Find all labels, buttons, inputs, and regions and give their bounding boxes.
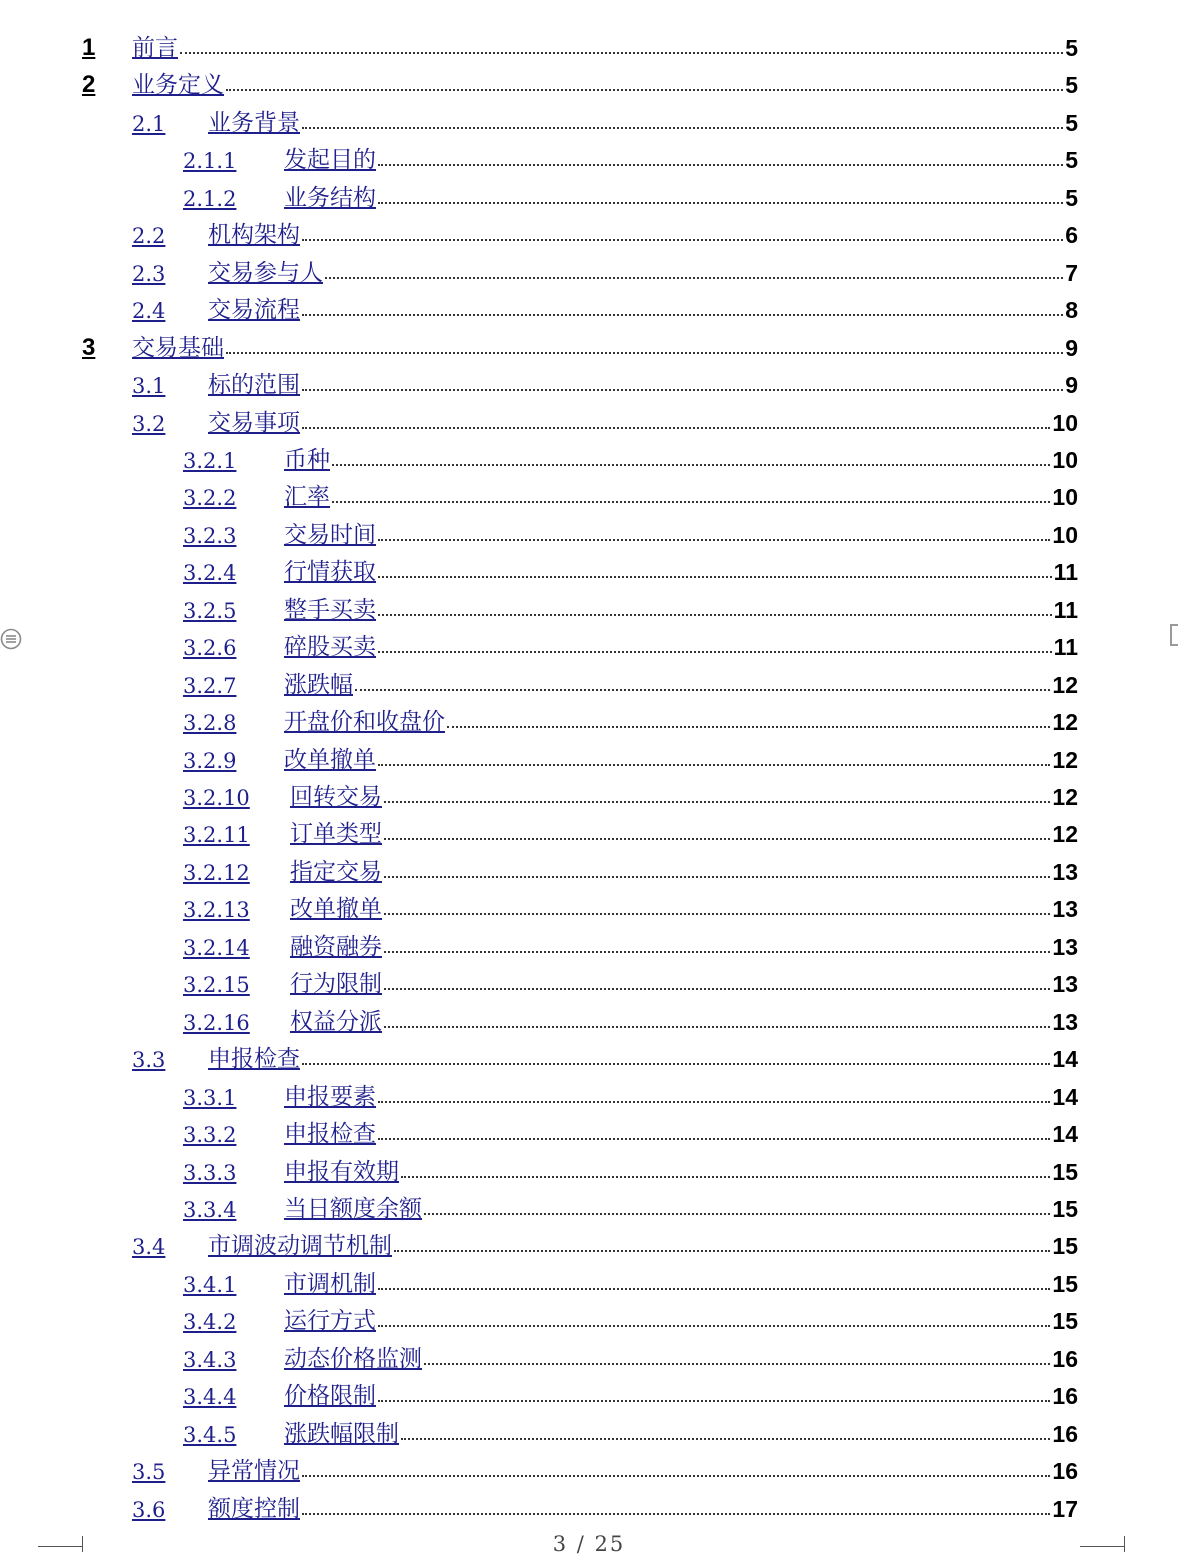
toc-entry[interactable] — [82, 26, 1078, 60]
toc-entry[interactable] — [132, 213, 1078, 247]
toc-entry-page-number: 11 — [1053, 559, 1078, 586]
toc-entry[interactable] — [183, 1337, 1078, 1371]
toc-entry-page-number: 16 — [1052, 1345, 1078, 1372]
toc-entry[interactable] — [183, 1412, 1078, 1446]
toc-entry-number[interactable]: 2.2 — [132, 224, 166, 249]
toc-entry[interactable] — [183, 1112, 1078, 1146]
toc-entry-page-number: 13 — [1052, 971, 1078, 998]
toc-entry-number[interactable]: 3 — [82, 333, 96, 361]
toc-entry-number[interactable]: 3.4.1 — [183, 1272, 237, 1297]
toc-entry-number[interactable]: 3.2.1 — [183, 448, 237, 473]
toc-entry-page-number: 13 — [1052, 858, 1078, 885]
toc-entry-title[interactable]: 业务定义 — [132, 72, 224, 99]
toc-entry[interactable] — [183, 550, 1078, 584]
toc-entry[interactable] — [183, 700, 1078, 734]
toc-leader-dots — [180, 52, 1063, 54]
toc-entry-number[interactable]: 3.2.5 — [183, 598, 237, 623]
toc-entry[interactable] — [132, 401, 1078, 435]
toc-entry-title[interactable]: 市调机制 — [284, 1270, 376, 1297]
toc-leader-dots — [447, 726, 1050, 728]
toc-entry[interactable] — [183, 513, 1078, 547]
toc-leader-dots — [384, 913, 1050, 915]
toc-entry-page-number: 10 — [1052, 521, 1078, 548]
toc-entry-page-number: 13 — [1052, 1008, 1078, 1035]
toc-entry[interactable] — [183, 1187, 1078, 1221]
toc-entry-number[interactable]: 3.5 — [132, 1460, 166, 1485]
toc-entry[interactable] — [183, 1000, 1078, 1034]
toc-entry-number[interactable]: 3.2.10 — [183, 786, 250, 810]
toc-entry-number[interactable]: 3.6 — [132, 1497, 166, 1522]
toc-entry[interactable] — [183, 887, 1078, 921]
toc-entry-page-number: 15 — [1052, 1308, 1078, 1335]
toc-entry-title[interactable]: 运行方式 — [284, 1308, 376, 1335]
toc-entry-number[interactable]: 2.1.2 — [183, 186, 237, 211]
toc-entry-number[interactable]: 3.4.3 — [183, 1347, 237, 1372]
toc-entry-page-number: 14 — [1052, 1046, 1078, 1073]
toc-entry-number[interactable]: 1 — [82, 34, 96, 61]
toc-entry[interactable] — [183, 625, 1078, 659]
toc-entry-page-number: 6 — [1065, 222, 1078, 249]
toc-entry[interactable] — [183, 588, 1078, 622]
toc-entry-number[interactable]: 2 — [82, 71, 96, 99]
toc-entry-title[interactable]: 机构架构 — [208, 222, 300, 249]
toc-entry[interactable] — [183, 138, 1078, 172]
toc-entry-number[interactable]: 3.2.13 — [183, 898, 250, 923]
toc-leader-dots — [302, 314, 1063, 316]
toc-leader-dots — [226, 89, 1063, 91]
toc-entry[interactable] — [132, 1449, 1078, 1483]
toc-entry-title[interactable]: 改单撤单 — [290, 896, 382, 923]
toc-entry[interactable] — [183, 663, 1078, 697]
toc-entry[interactable] — [183, 962, 1078, 996]
toc-leader-dots — [378, 1400, 1050, 1402]
toc-entry-number[interactable]: 3.2.16 — [183, 1010, 250, 1035]
toc-entry[interactable] — [183, 925, 1078, 959]
toc-leader-dots — [384, 1026, 1050, 1028]
toc-entry-page-number: 5 — [1065, 184, 1078, 211]
toc-entry-page-number: 9 — [1065, 334, 1078, 361]
toc-leader-dots — [332, 464, 1050, 466]
toc-entry-number[interactable]: 3.2.2 — [183, 486, 237, 511]
toc-entry[interactable] — [82, 63, 1078, 97]
toc-entry[interactable] — [183, 438, 1078, 472]
toc-entry[interactable] — [183, 775, 1078, 809]
toc-entry-title[interactable]: 行为限制 — [290, 971, 382, 998]
toc-entry-page-number: 12 — [1052, 821, 1078, 848]
toc-leader-dots — [378, 1288, 1050, 1290]
toc-entry-title[interactable]: 整手买卖 — [284, 596, 376, 623]
toc-entry-title[interactable]: 市调波动调节机制 — [208, 1233, 392, 1260]
toc-entry-number[interactable]: 3.2.11 — [183, 823, 250, 848]
page-indicator: 3 / 25 — [552, 1532, 626, 1556]
toc-entry-page-number: 16 — [1052, 1383, 1078, 1410]
toc-entry[interactable] — [132, 1224, 1078, 1258]
toc-entry-title[interactable]: 异常情况 — [208, 1458, 300, 1485]
toc-leader-dots — [384, 988, 1050, 990]
toc-leader-dots — [401, 1176, 1050, 1178]
toc-entry-title[interactable]: 行情获取 — [284, 559, 376, 586]
toc-entry-page-number: 15 — [1052, 1195, 1078, 1222]
toc-entry-title[interactable]: 交易参与人 — [208, 259, 323, 286]
toc-leader-dots — [394, 1250, 1050, 1252]
toc-entry[interactable] — [132, 101, 1078, 135]
toc-entry-title[interactable]: 当日额度余额 — [284, 1195, 422, 1222]
toc-entry-page-number: 5 — [1065, 72, 1078, 99]
toc-leader-dots — [384, 876, 1050, 878]
toc-entry-page-number: 10 — [1052, 484, 1078, 511]
toc-leader-dots — [302, 1475, 1050, 1477]
toc-leader-dots — [302, 1513, 1050, 1515]
toc-entry-page-number: 15 — [1052, 1158, 1078, 1185]
toc-entry[interactable] — [132, 288, 1078, 322]
toc-entry-title[interactable]: 前言 — [132, 35, 178, 61]
toc-entry-title[interactable]: 业务结构 — [284, 184, 376, 211]
toc-leader-dots — [302, 127, 1063, 129]
toc-leader-dots — [378, 614, 1052, 616]
toc-entry-number[interactable]: 3.2.7 — [183, 673, 237, 698]
toc-entry-title[interactable]: 汇率 — [284, 484, 330, 511]
toc-entry-title[interactable]: 价格限制 — [284, 1383, 376, 1410]
toc-entry-title[interactable]: 发起目的 — [284, 147, 376, 174]
toc-leader-dots — [378, 764, 1050, 766]
toc-entry[interactable] — [132, 1487, 1078, 1521]
toc-entry[interactable] — [183, 1075, 1078, 1109]
toc-entry-page-number: 5 — [1065, 35, 1078, 61]
toc-entry-title[interactable]: 交易基础 — [132, 334, 224, 361]
bracket-icon[interactable] — [1170, 624, 1178, 646]
toc-entry-number[interactable]: 3.2 — [132, 411, 166, 436]
toc-entry-page-number: 16 — [1052, 1458, 1078, 1485]
toc-entry-title[interactable]: 交易时间 — [284, 521, 376, 548]
toc-leader-dots — [424, 1213, 1050, 1215]
toc-entry-page-number: 10 — [1052, 409, 1078, 436]
toc-leader-dots — [401, 1438, 1050, 1440]
toc-entry[interactable] — [183, 1299, 1078, 1333]
toc-entry-number[interactable]: 3.2.3 — [183, 523, 237, 548]
toc-entry-page-number: 13 — [1052, 933, 1078, 960]
toc-entry-title[interactable]: 订单类型 — [290, 821, 382, 848]
toc-entry-number[interactable]: 3.3.3 — [183, 1160, 237, 1185]
toc-entry-title[interactable]: 融资融券 — [290, 933, 382, 960]
toc-entry-number[interactable]: 3.3.4 — [183, 1197, 237, 1222]
toc-entry[interactable] — [183, 1150, 1078, 1184]
toc-entry-title[interactable]: 申报检查 — [284, 1121, 376, 1148]
toc-entry[interactable] — [82, 326, 1078, 360]
toc-entry-page-number: 13 — [1052, 896, 1078, 923]
toc-entry-number[interactable]: 3.3 — [132, 1048, 166, 1073]
toc-entry-page-number: 12 — [1052, 784, 1078, 810]
toc-entry-number[interactable]: 2.1 — [132, 111, 166, 136]
toc-entry-title[interactable]: 币种 — [284, 446, 330, 473]
toc-entry-title[interactable]: 回转交易 — [290, 784, 382, 810]
toc-leader-dots — [302, 389, 1063, 391]
toc-leader-dots — [378, 1101, 1050, 1103]
toc-leader-dots — [302, 427, 1050, 429]
toc-entry[interactable] — [132, 251, 1078, 285]
toc-entry-page-number: 15 — [1052, 1270, 1078, 1297]
toc-entry[interactable] — [183, 738, 1078, 772]
toc-entry-number[interactable]: 3.3.2 — [183, 1123, 237, 1148]
toc-leader-dots — [378, 202, 1063, 204]
toc-entry-title[interactable]: 额度控制 — [208, 1495, 300, 1522]
toc-entry[interactable] — [183, 176, 1078, 210]
toc-entry-number[interactable]: 3.4.2 — [183, 1310, 237, 1335]
toc-entry-title[interactable]: 申报有效期 — [284, 1158, 399, 1185]
toc-entry-title[interactable]: 标的范围 — [208, 372, 300, 399]
toc-entry-page-number: 5 — [1065, 109, 1078, 136]
toc-entry-page-number: 5 — [1065, 147, 1078, 174]
toc-entry-title[interactable]: 申报检查 — [208, 1046, 300, 1073]
toc-leader-dots — [378, 576, 1052, 578]
toc-entry-number[interactable]: 3.2.12 — [183, 860, 250, 885]
toc-entry[interactable] — [183, 1262, 1078, 1296]
toc-leader-dots — [384, 951, 1050, 953]
comment-icon[interactable] — [0, 628, 22, 650]
toc-leader-dots — [226, 352, 1063, 354]
toc-leader-dots — [378, 539, 1050, 541]
toc-entry-number[interactable]: 2.3 — [132, 261, 166, 286]
toc-entry-page-number: 12 — [1052, 671, 1078, 698]
toc-entry-title[interactable]: 业务背景 — [208, 109, 300, 136]
toc-entry-number[interactable]: 3.3.1 — [183, 1085, 237, 1110]
toc-entry-number[interactable]: 2.4 — [132, 299, 166, 324]
toc-entry-page-number: 17 — [1052, 1495, 1078, 1522]
toc-entry-number[interactable]: 3.2.6 — [183, 636, 237, 661]
toc-entry-title[interactable]: 开盘价和收盘价 — [284, 709, 445, 736]
toc-entry-number[interactable]: 3.4.5 — [183, 1422, 237, 1447]
toc-entry-title[interactable]: 权益分派 — [290, 1008, 382, 1035]
toc-entry-number[interactable]: 3.2.8 — [183, 711, 237, 736]
toc-entry-page-number: 10 — [1052, 446, 1078, 473]
toc-entry-page-number: 14 — [1052, 1083, 1078, 1110]
toc-entry[interactable] — [132, 1037, 1078, 1071]
toc-entry-title[interactable]: 改单撤单 — [284, 746, 376, 773]
toc-entry-page-number: 8 — [1065, 297, 1078, 324]
toc-entry-number[interactable]: 3.2.9 — [183, 748, 237, 773]
toc-entry-number[interactable]: 3.1 — [132, 374, 166, 399]
toc-leader-dots — [378, 651, 1052, 653]
toc-entry-page-number: 14 — [1052, 1121, 1078, 1148]
toc-leader-dots — [302, 239, 1063, 241]
toc-entry-page-number: 15 — [1052, 1233, 1078, 1260]
toc-leader-dots — [325, 277, 1063, 279]
toc-entry-page-number: 11 — [1053, 634, 1078, 661]
toc-entry[interactable] — [183, 812, 1078, 846]
toc-leader-dots — [378, 164, 1063, 166]
toc-entry-title[interactable]: 动态价格监测 — [284, 1345, 422, 1372]
toc-entry-number[interactable]: 2.1.1 — [183, 149, 237, 174]
toc-entry-page-number: 16 — [1052, 1420, 1078, 1447]
toc-entry-title[interactable]: 交易流程 — [208, 297, 300, 324]
toc-leader-dots — [378, 1325, 1050, 1327]
toc-leader-dots — [302, 1063, 1050, 1065]
toc-leader-dots — [332, 501, 1050, 503]
toc-entry-number[interactable]: 3.2.4 — [183, 561, 237, 586]
toc-entry-number[interactable]: 3.2.15 — [183, 973, 250, 998]
toc-entry[interactable] — [132, 363, 1078, 397]
toc-entry-page-number: 12 — [1052, 709, 1078, 736]
toc-entry-number[interactable]: 3.4.4 — [183, 1385, 237, 1410]
toc-leader-dots — [424, 1363, 1050, 1365]
toc-entry[interactable] — [183, 475, 1078, 509]
toc-entry-title[interactable]: 交易事项 — [208, 409, 300, 436]
toc-entry-title[interactable]: 指定交易 — [290, 858, 382, 885]
toc-entry-number[interactable]: 3.2.14 — [183, 935, 250, 960]
toc-entry-title[interactable]: 涨跌幅 — [284, 671, 353, 698]
toc-entry-page-number: 11 — [1053, 596, 1078, 623]
toc-entry-title[interactable]: 申报要素 — [284, 1083, 376, 1110]
toc-entry-page-number: 9 — [1065, 372, 1078, 399]
toc-leader-dots — [384, 801, 1050, 803]
toc-entry-page-number: 7 — [1065, 259, 1078, 286]
toc-entry-title[interactable]: 涨跌幅限制 — [284, 1420, 399, 1447]
toc-leader-dots — [384, 838, 1050, 840]
toc-leader-dots — [355, 689, 1050, 691]
toc-entry[interactable] — [183, 1374, 1078, 1408]
toc-entry-number[interactable]: 3.4 — [132, 1235, 166, 1260]
toc-entry-page-number: 12 — [1052, 746, 1078, 773]
toc-leader-dots — [378, 1138, 1050, 1140]
toc-entry[interactable] — [183, 850, 1078, 884]
toc-entry-title[interactable]: 碎股买卖 — [284, 634, 376, 661]
